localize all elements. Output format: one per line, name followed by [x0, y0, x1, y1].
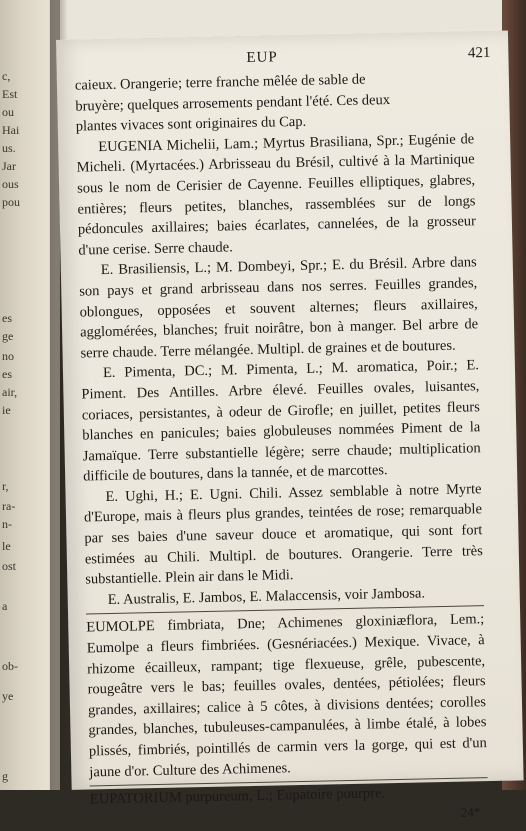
left-page-text-fragment: r, — [2, 479, 9, 493]
entry-text: Arbre dans son pays et grand arbrisseau dans nos serres. Feuilles grandes, oblongues, opposées et souvent alternes; fleurs axillaires, agglomérées, blanches; fruit noirâtre, bon à manger. Bel arbre de serre chaude. Terre mélangée. Multipl. de graines et de boutures. — [79, 254, 479, 362]
entry-eugenia-michelii — [76, 129, 477, 261]
text-line: caieux. Orangerie; terre franche mêlée de sable de — [74, 71, 366, 94]
left-page-text-fragment: ie — [2, 403, 11, 417]
left-page-text-fragment: pou — [2, 195, 20, 209]
left-page-text-fragment: ous — [2, 177, 19, 191]
entry-eugenia-see-also: E. Australis, E. Jambos, E. Malaccensis, voir Jambosa. — [107, 585, 426, 608]
running-head: EUP — [246, 49, 278, 67]
left-page-text-fragment: n- — [2, 517, 12, 531]
left-page-text-fragment: us. — [2, 141, 16, 155]
entry-eumolpe — [86, 610, 487, 783]
left-page-text-fragment: Hai — [2, 123, 20, 137]
entry-eupatorium: EUPATORIUM purpureum, L.; Eupatoire pourpre. — [89, 785, 386, 808]
entry-heading: E. Brasiliensis, L.; M. Dombeyi, Spr.; E. du Brésil. — [100, 256, 408, 279]
entry-eugenia-ughi — [83, 479, 483, 590]
page-body — [75, 67, 489, 831]
left-page-text-fragment: ge — [2, 329, 14, 343]
signature-mark: 24* — [460, 804, 481, 820]
entry-text: Arbrisseau du Brésil, cultivé à la Martinique sous le nom de Cerisier de Cayenne. Feuilles elliptiques, glabres, entières; fleurs petites, blanches, rassemblées sur de longs pédoncules axillaires; baies écarlates, cannelées, de la grosseur d'une cerise. Serre chaude. — [76, 151, 477, 259]
left-page-text-fragment: le — [2, 539, 11, 553]
entry-heading: EUMOLPE fimbriata, Dne; Achimenes gloxiniæflora, Lem.; Eumolpe a fleurs fimbriées. (Gesnériacées.) — [86, 611, 485, 657]
entry-eugenia-brasiliensis — [79, 253, 479, 364]
entry-heading: EUGENIA Michelii, Lam.; Myrtus Brasiliana, Spr.; Eugénie de Micheli. (Myrtacées.) — [76, 131, 475, 176]
page-number: 421 — [467, 44, 491, 62]
left-page-text-fragment: ye — [2, 689, 14, 703]
entry-heading: E. Ughi, H.; E. Ugni. — [105, 486, 243, 505]
left-page-text-fragment: Est — [2, 87, 18, 101]
entry-text: Mexique. Vivace, à rhizome écailleux, rampant; tige flexueuse, grêle, pubescente, rougeâtre vers le bas; feuilles ovales, dentées, pétiolées; fleurs grandes, axillaires; calice à 5 côtes, à divisions dentées; corolles grandes, blanches, tubuleuses-campanulées, à limbe étalé, à lobes plissés, fimbriés, pointillés de carmin vers la gorge, qui est d'un jaune d'or. Culture des Achimenes. — [87, 632, 487, 781]
left-page-text-fragment: ob- — [2, 659, 18, 673]
left-page-text-fragment: Jar — [2, 159, 16, 173]
left-page-text-fragment: no — [2, 349, 14, 363]
left-page-text-fragment: air, — [2, 385, 18, 399]
entry-heading: E. Pimenta, DC.; M. Pimenta, L.; M. aromatica, Poir.; E. Piment. — [81, 357, 480, 403]
left-page-text-fragment: c, — [2, 69, 11, 83]
text-line: plantes vivaces sont originaires du Cap. — [75, 113, 307, 135]
text-line: bruyère; quelques arrosements pendant l'été. Ces deux — [75, 91, 391, 115]
entry-text: Chili. Assez semblable à notre Myrte d'Europe, mais à fleurs plus grandes, teintées de rose; remarquable par ses baies d'une saveur douce et aromatique, qui sont fort estimées au Chili. Multipl. de boutures. Orangerie. Terre très substantielle. Plein air dans le Midi. — [83, 481, 483, 588]
entry-eugenia-pimenta — [81, 356, 482, 488]
left-page-text-fragment: es — [2, 367, 12, 381]
left-page-text-fragment: ou — [2, 105, 14, 119]
left-page-text-fragment: ra- — [2, 499, 16, 513]
book-page — [56, 31, 524, 820]
left-page-text-fragment: ost — [2, 559, 17, 573]
entry-text: Des Antilles. Arbre élevé. Feuilles ovales, luisantes, coriaces, persistantes, à odeur de Girofle; en juillet, petites fleurs blanches en panicules; baies globuleuses nommées Piment de la Jamaïque. Terre substantielle légère; serre chaude; multiplication difficile de boutures, dans la tannée, et de marcottes. — [81, 378, 481, 485]
left-page-text-fragment: g — [2, 769, 8, 783]
left-page-text-fragment: a — [2, 599, 8, 613]
left-page-text-fragment: es — [2, 311, 12, 325]
